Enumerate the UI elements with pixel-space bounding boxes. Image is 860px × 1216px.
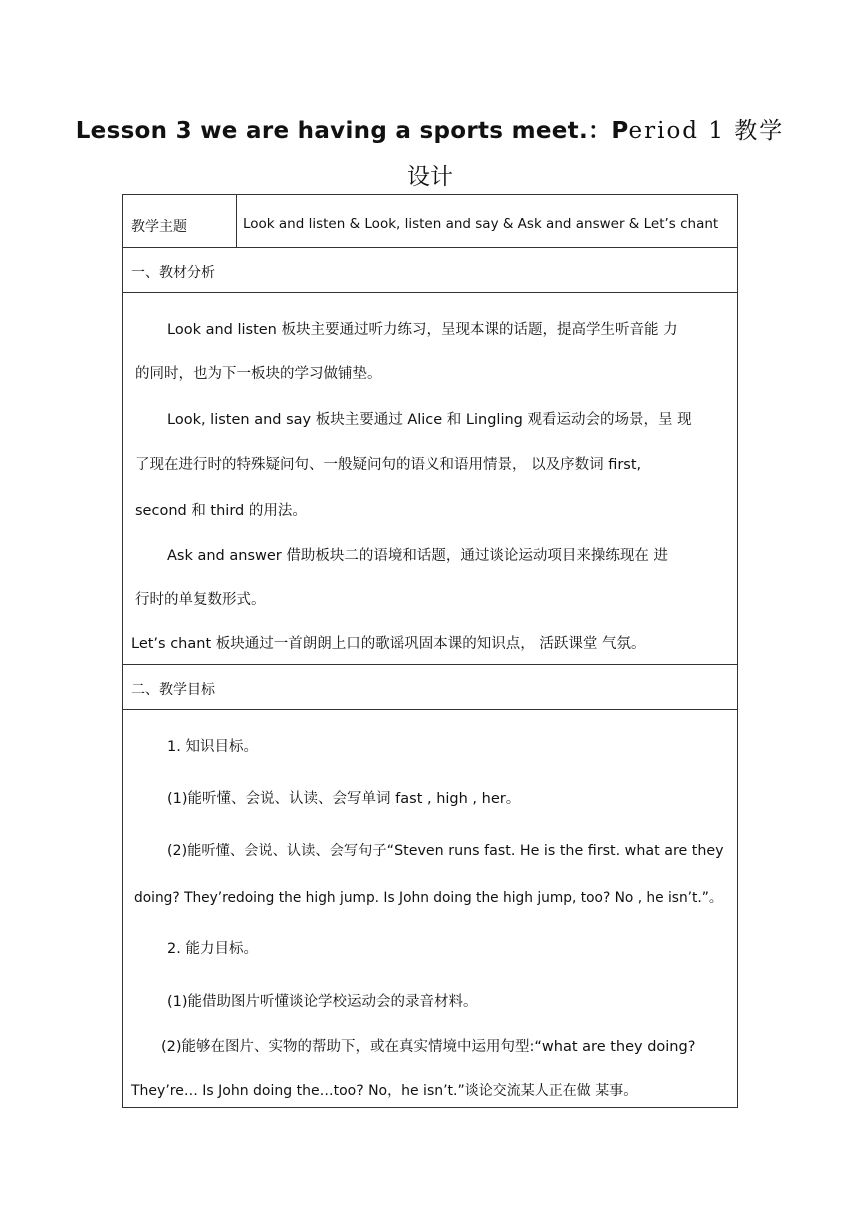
row-divider xyxy=(123,709,737,710)
s2-item2-a: (1)能借助图片听懂谈论学校运动会的录音材料。 xyxy=(167,994,478,1010)
s2-item1-b-line2: doing? They’redoing the high jump. Is John doing the high jump, too? No , he isn’t.”。 xyxy=(134,890,723,906)
s2-item1-a: (1)能听懂、会说、认读、会写单词 fast , high , her。 xyxy=(167,791,521,807)
row-divider xyxy=(123,247,737,248)
s2-item2-b-line2: They’re… Is John doing the…too? No，he isn’t.”谈论交流某人正在做 某事。 xyxy=(131,1083,638,1099)
s2-item1-b-line1: (2)能听懂、会说、认读、会写句子“Steven runs fast. He is the first. what are they xyxy=(167,843,724,859)
title-p: P xyxy=(611,118,629,144)
s1-p3-line2: 行时的单复数形式。 xyxy=(135,592,266,608)
row-divider xyxy=(123,664,737,665)
topic-label: 教学主题 xyxy=(131,219,187,235)
document-title-line1 xyxy=(0,112,860,145)
topic-value: Look and listen & Look, listen and say & Ask and answer & Let’s chant xyxy=(243,216,719,232)
row-divider xyxy=(123,292,737,293)
s2-item2-b-line1: (2)能够在图片、实物的帮助下，或在真实情境中运用句型:“what are they doing? xyxy=(161,1039,696,1055)
section1-heading: 一、教材分析 xyxy=(131,265,215,281)
s1-p2-line3: second 和 third 的用法。 xyxy=(135,503,307,519)
topic-divider xyxy=(236,195,237,247)
title-main: Lesson 3 we are having a sports meet.： xyxy=(75,118,612,144)
s1-p3-line1: Ask and answer 借助板块二的语境和话题，通过谈论运动项目来操练现在 进 xyxy=(167,548,668,564)
s2-item1: 1. 知识目标。 xyxy=(167,739,258,755)
s1-p2-line1: Look, listen and say 板块主要通过 Alice 和 Lingling 观看运动会的场景，呈 现 xyxy=(167,412,692,428)
s1-p1-line2: 的同时，也为下一板块的学习做铺垫。 xyxy=(135,366,382,382)
section2-heading: 二、教学目标 xyxy=(131,682,215,698)
lesson-plan-table xyxy=(122,194,738,1108)
document-title-line2: 设计 xyxy=(407,164,453,190)
s1-p4-line1: Let’s chant 板块通过一首朗朗上口的歌谣巩固本课的知识点， 活跃课堂 气氛。 xyxy=(131,636,646,652)
s1-p1-line1: Look and listen 板块主要通过听力练习，呈现本课的话题，提高学生听音能 力 xyxy=(167,322,678,338)
title-rest: eriod 1 教学 xyxy=(628,118,785,144)
s1-p2-line2: 了现在进行时的特殊疑问句、一般疑问句的语义和语用情景， 以及序数词 first, xyxy=(135,457,642,473)
s2-item2: 2. 能力目标。 xyxy=(167,941,258,957)
